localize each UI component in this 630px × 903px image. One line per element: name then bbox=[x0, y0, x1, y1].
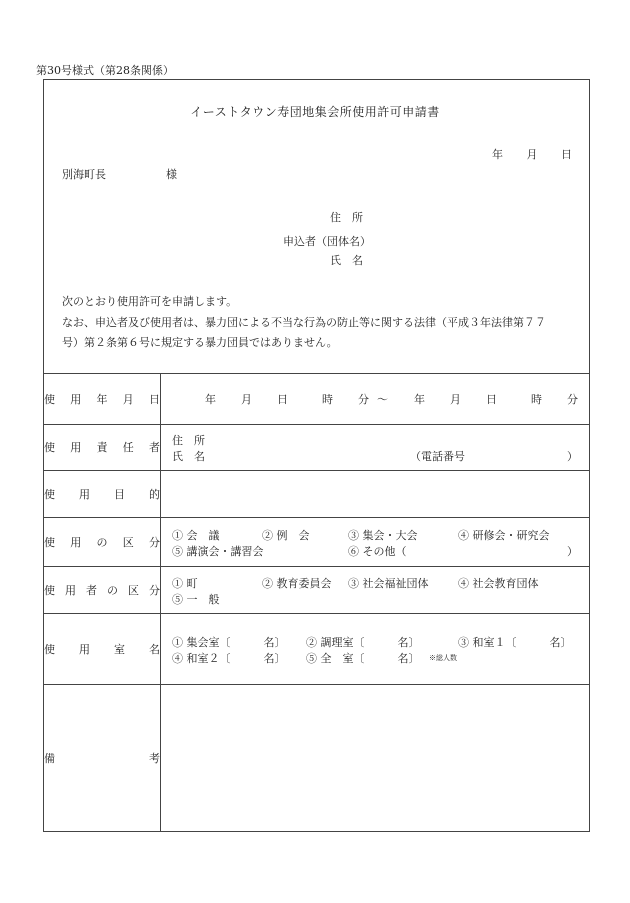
applicant-name-label: 氏 名 bbox=[330, 254, 363, 267]
row-divider-5 bbox=[43, 613, 590, 614]
label-purpose: 使 用 目 的 bbox=[44, 488, 160, 501]
row-divider-6 bbox=[43, 684, 590, 685]
row-divider-4 bbox=[43, 566, 590, 567]
user-type-social-education[interactable]: ④ 社会教育団体 bbox=[458, 577, 539, 590]
body-line-3: 号）第２条第６号に規定する暴力団員ではありません。 bbox=[62, 336, 338, 349]
remarks-field[interactable] bbox=[162, 686, 588, 830]
room-kitchen[interactable]: ② 調理室〔 名〕 bbox=[306, 636, 420, 649]
room-meeting-hall[interactable]: ① 集会室〔 名〕 bbox=[172, 636, 286, 649]
category-option-assembly[interactable]: ③ 集会・大会 bbox=[348, 529, 418, 542]
responsible-address-field[interactable]: 住 所 bbox=[172, 434, 205, 447]
purpose-field[interactable] bbox=[162, 472, 588, 516]
room-japanese-1[interactable]: ③ 和室１〔 名〕 bbox=[458, 636, 572, 649]
date-line bbox=[492, 146, 572, 162]
label-rooms: 使 用 室 名 bbox=[44, 643, 160, 656]
category-option-meeting[interactable]: ① 会 議 bbox=[172, 529, 220, 542]
body-line-2: なお、申込者及び使用者は、暴力団による不当な行為の防止等に関する法律（平成３年法律第７７ bbox=[62, 316, 546, 329]
label-responsible-person: 使 用 責 任 者 bbox=[44, 441, 160, 454]
user-type-general[interactable]: ⑤ 一 般 bbox=[172, 593, 220, 606]
room-all[interactable]: ⑤ 全 室〔 名〕 bbox=[306, 652, 420, 665]
date-day[interactable]: 日 bbox=[561, 148, 572, 161]
user-type-welfare[interactable]: ③ 社会福祉団体 bbox=[348, 577, 429, 590]
user-type-education-board[interactable]: ② 教育委員会 bbox=[262, 577, 332, 590]
category-option-lecture[interactable]: ⑤ 講演会・講習会 bbox=[172, 545, 264, 558]
label-user-type: 使 用 者 の 区 分 bbox=[44, 584, 160, 597]
table-top-line bbox=[43, 373, 590, 374]
category-other-close: ） bbox=[567, 545, 578, 558]
room-japanese-2[interactable]: ④ 和室２〔 名〕 bbox=[172, 652, 286, 665]
form-title: イーストタウン寿団地集会所使用許可申請書 bbox=[190, 105, 440, 119]
date-year[interactable]: 年 bbox=[492, 148, 503, 161]
label-column-divider bbox=[160, 373, 161, 832]
row-divider-1 bbox=[43, 424, 590, 425]
body-line-1: 次のとおり使用許可を申請します。 bbox=[62, 295, 238, 308]
responsible-name-field[interactable]: 氏 名 bbox=[172, 450, 205, 463]
category-option-training[interactable]: ④ 研修会・研究会 bbox=[458, 529, 550, 542]
category-option-other[interactable]: ⑥ その他（ bbox=[348, 545, 407, 558]
addressee-name: 別海町長 bbox=[62, 168, 106, 181]
applicant-address-label: 住 所 bbox=[330, 211, 363, 224]
form-number: 第30号様式（第28条関係） bbox=[36, 64, 174, 77]
label-usage-category: 使 用 の 区 分 bbox=[44, 536, 160, 549]
row-divider-2 bbox=[43, 470, 590, 471]
label-usage-datetime: 使 用 年 月 日 bbox=[44, 393, 160, 406]
row-divider-3 bbox=[43, 517, 590, 518]
label-remarks: 備 考 bbox=[44, 752, 160, 765]
category-option-regular[interactable]: ② 例 会 bbox=[262, 529, 310, 542]
date-month[interactable]: 月 bbox=[526, 148, 538, 161]
addressee-honorific: 様 bbox=[166, 168, 177, 181]
responsible-phone-open[interactable]: （電話番号 bbox=[410, 450, 465, 463]
applicant-label: 申込者（団体名） bbox=[283, 235, 371, 248]
responsible-phone-close: ） bbox=[567, 450, 578, 463]
usage-datetime-field[interactable]: 年 月 日 時 分 〜 年 月 日 時 分 bbox=[205, 393, 578, 406]
room-total-note: ※総人数 bbox=[429, 654, 457, 662]
user-type-town[interactable]: ① 町 bbox=[172, 577, 198, 590]
